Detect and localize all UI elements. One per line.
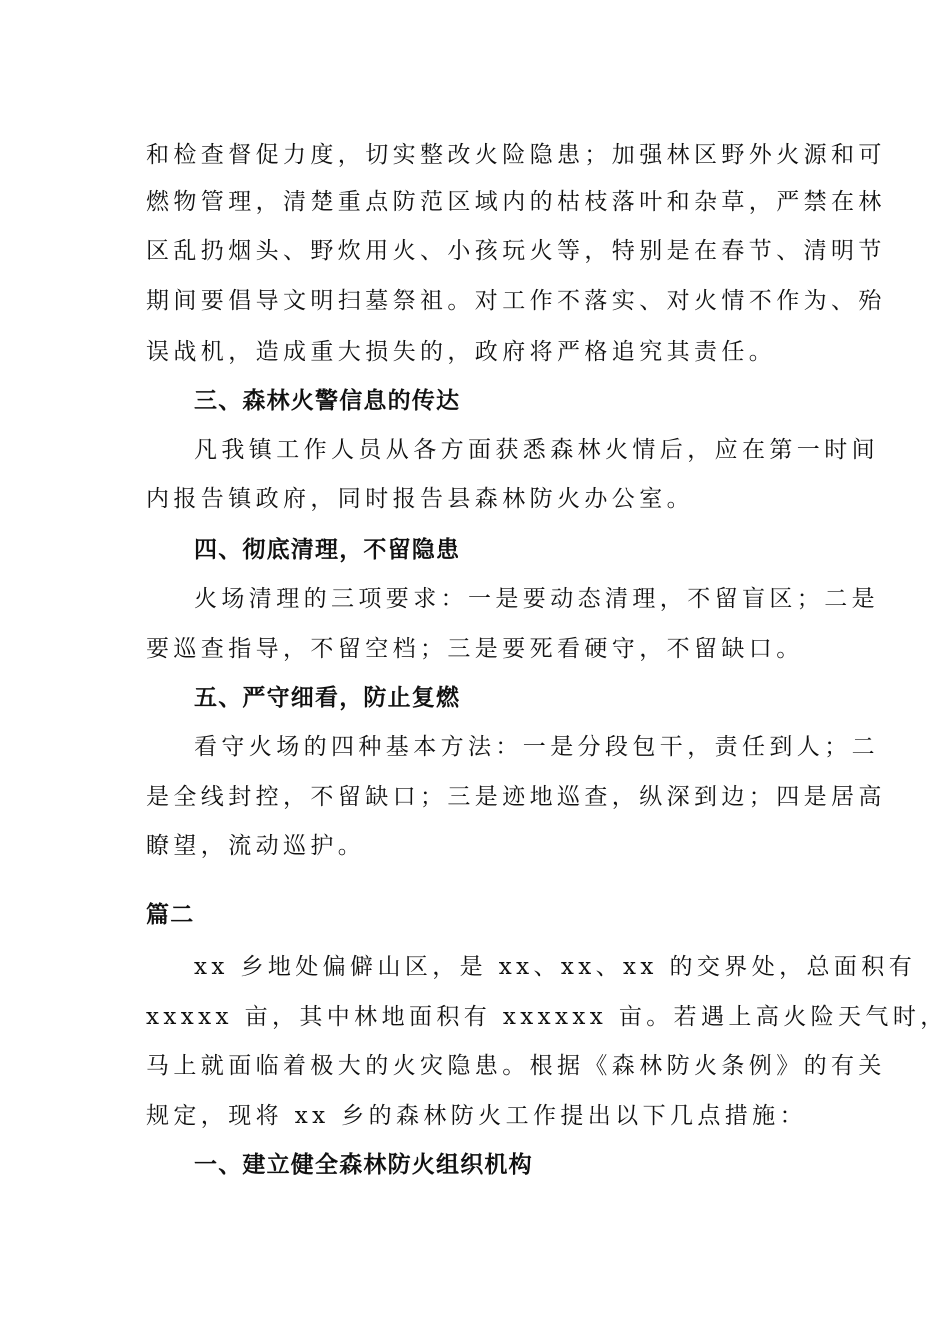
paragraph-line: 是全线封控，不留缺口；三是迹地巡查，纵深到边；四是居高 <box>146 784 886 810</box>
paragraph-line: xxxxx 亩，其中林地面积有 xxxxxx 亩。若遇上高火险天气时， <box>146 1004 948 1030</box>
section-heading: 三、森林火警信息的传达 <box>194 388 461 414</box>
section-heading: 一、建立健全森林防火组织机构 <box>194 1152 533 1178</box>
paragraph-line: xx 乡地处偏僻山区，是 xx、xx、xx 的交界处，总面积有 <box>194 954 917 980</box>
paragraph-line: 规定，现将 xx 乡的森林防火工作提出以下几点措施： <box>146 1103 807 1129</box>
paragraph-line: 凡我镇工作人员从各方面获悉森林火情后，应在第一时间 <box>194 437 879 463</box>
paragraph-line: 内报告镇政府，同时报告县森林防火办公室。 <box>146 486 694 512</box>
paragraph-line: 误战机，造成重大损失的，政府将严格追究其责任。 <box>146 339 777 365</box>
paragraph-line: 期间要倡导文明扫墓祭祖。对工作不落实、对火情不作为、殆 <box>146 288 886 314</box>
section-title: 篇二 <box>146 902 195 928</box>
paragraph-line: 看守火场的四种基本方法：一是分段包干，责任到人；二 <box>194 734 879 760</box>
paragraph-line: 和检查督促力度，切实整改火险隐患；加强林区野外火源和可 <box>146 142 886 168</box>
section-heading: 四、彻底清理，不留隐患 <box>194 537 461 563</box>
paragraph-line: 要巡查指导，不留空档；三是要死看硬守，不留缺口。 <box>146 636 804 662</box>
paragraph-line: 火场清理的三项要求：一是要动态清理，不留盲区；二是 <box>194 586 879 612</box>
paragraph-line: 燃物管理，清楚重点防范区域内的枯枝落叶和杂草，严禁在林 <box>146 189 886 215</box>
paragraph-line: 马上就面临着极大的火灾隐患。根据《森林防火条例》的有关 <box>146 1053 886 1079</box>
section-heading: 五、严守细看，防止复燃 <box>194 685 461 711</box>
paragraph-line: 瞭望，流动巡护。 <box>146 833 366 859</box>
paragraph-line: 区乱扔烟头、野炊用火、小孩玩火等，特别是在春节、清明节 <box>146 238 886 264</box>
